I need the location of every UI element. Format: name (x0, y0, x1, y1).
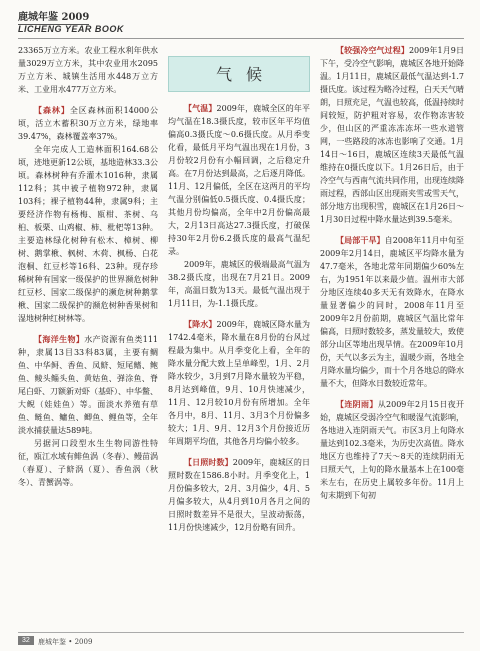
yearbook-title: 鹿城年鉴 2009 (18, 8, 89, 25)
heading-drought: 【局部干旱】 (336, 235, 385, 245)
section-title-climate: 气候 (168, 56, 310, 92)
middle-column (168, 44, 310, 624)
heading-continuous-rain: 【连阴雨】 (336, 399, 378, 409)
paragraph-sunshine: 【日照时数】2009年，鹿城区的日照时数在1586.8小时。月季变化上，1月份偏多较大，2月、3月偏少，4月、5月偏多较大，从4月到10月各月之间的日照时数差异不是很大，呈波动振荡，11月份快速减少，12月份略有回升。 (168, 457, 310, 532)
paragraph: 另据河口段型水生生物同游性特征，瓯江水域有鲱鱼涡（冬春）、鳗苗涡（春夏）、子鲚涡（夏）、香鱼涡（秋冬）、青蟹涡等。 (18, 439, 158, 487)
paragraph: 2009年，鹿城区的极端最高气温为38.2摄氏度，出现在7月21日。2009年，高温日数为13天。最低气温出现于1月11日，为-1.1摄氏度。 (168, 260, 310, 308)
footer-text: 鹿城年鉴 • 2009 (38, 638, 93, 646)
heading-forest: 【森林】 (34, 105, 70, 115)
paragraph-forest: 【森林】全区森林面积14000公顷，活立木蓄积30万立方米，绿地率39.47%，森林覆盖率37%。 (18, 105, 158, 141)
heading-sunshine: 【日照时数】 (184, 457, 233, 467)
page-footer (0, 628, 480, 651)
footer-divider (18, 632, 464, 633)
left-column (18, 44, 158, 624)
paragraph-temperature: 【气温】2009年，鹿城全区的年平均气温在18.3摄氏度，较市区年平均值偏高0.3摄氏度～0.6摄氏度。从月季变化看，最低月平均气温出现在1月份，3月份较2月份有小幅回调，之后稳定升高。在7月份达到最高，之后逐月降低。11月、12月偏低，全区在这两月的平均气温分别偏低0.5摄氏度、0.4摄氏度；其他月份均偏高，全年中2月份偏高最大，2月13日高达27.3摄氏度，打破保持30年2月份6.2摄氏度的最高气温纪录。 (168, 103, 310, 256)
heading-marine-life: 【海洋生物】 (34, 334, 85, 344)
paragraph: 23365万立方米。农业工程水利年供水量3029万立方米，其中农业用水2095万立方米、城镇生活用水448万立方米、工业用水477万立方米。 (18, 46, 158, 94)
page-header (0, 0, 480, 44)
paragraph-precipitation: 【降水】2009年，鹿城区降水量为1742.4毫米，降水量在8月份的台风过程最为集中。从月季变化上看，全年的降水量分配大致上呈单峰型，1月、2月降水较少，3月到7月降水量较为平稳，8月达到峰值，9月、10月快速减少，11月、12月较10月份有所增加。全年各月中，8月、11月、3月3个月份偏多较大；1月、9月、12月3个月份接近历年周期平均值，其他各月均偏小较多。 (168, 319, 310, 446)
paragraph: 全年完成人工造林面积164.68公顷，迹地更新12公顷，基地造林33.3公顷。森林树种有乔灌木1016种，隶属112科；其中被子植物972种，隶属103科；裸子植物44种，隶属9科；主要经济作物有杨梅、瓯柑、茶树、乌桕、板栗、山鸡椒、柿、枇杷等13种。主要造林绿化树种有松木、樟树、柳树、鹅掌楸、枫树、木荷、枫杨、白花泡桐、红豆杉等16科、23种。现存珍稀树种有国家一级保护的世界濒危树种红豆杉、国家二级保护的濒危树种鹅掌楸、国家二级保护的濒危树种香果树和湿地树种红树林等。 (18, 145, 158, 323)
paragraph-cold-wave: 【较强冷空气过程】2009年1月9日下午，受冷空气影响，鹿城区各地开始降温。1月11日，鹿城区最低气温达到-1.7摄氏度。该过程为略冷过程，白天天气晴朗，日照充足，气温也较高，低温持续时间较短，防护粗对容易，农作物冻害较少，但山区的严重冻冻冻坏一些水道管网，一些路段的冰冻也影响了交通。1月14日～16日，鹿城区连续3天最低气温维持在0摄氏度以下。1月26日后，由于冷空气与西南气流共同作用，出现连续降雨过程，西部山区出现雨夹雪或雪天气，部分地方出现积雪，鹿城区在1月26日～1月30日过程中降水量达到39.5毫米。 (320, 45, 464, 224)
right-column (320, 44, 464, 624)
paragraph-continuous-rain: 【连阴雨】从2009年2月15日夜开始，鹿城区受弱冷空气和暖湿气流影响，各地进入连阴雨天气。市区3月上旬降水量达到102.3毫米，为历史次高值。降水地区方也维持了7天～8天的连续阴雨无日照天气，上旬的降水量基本上在100毫米左右，在历史上属较多年份。11月上旬末期到下旬初 (320, 399, 464, 500)
yearbook-subtitle: LICHENG YEAR BOOK (18, 24, 124, 34)
heading-cold-wave: 【较强冷空气过程】 (336, 45, 409, 55)
page-number: 32 (18, 636, 34, 645)
header-divider (18, 38, 464, 39)
heading-precipitation: 【降水】 (184, 319, 217, 329)
heading-temperature: 【气温】 (184, 103, 217, 113)
paragraph-marine-life: 【海洋生物】水产资源有鱼类111种，隶属13目33科83属，主要有鲷鱼、中华鲟、香鱼、凤鲚、短尾鳍、鲍鱼、鲮头鲻头鱼、黄姑鱼、弹涂鱼、脊尾白虾、刀额新对虾（基虾）、中华鳖、大鲵（娃娃鱼）等。面淡水养殖有草鱼、鲢鱼、鳙鱼、鲫鱼、鲤鱼等，全年淡水捕获量达589吨。 (18, 334, 158, 435)
paragraph-drought: 【局部干旱】自2008年11月中旬至2009年2月14日，鹿城区平均降水量为47.7毫米，各地北常年同期偏少60%左右，为1951年以来最少值。温州市大部分地区连续40多天无有效降水，在降水量显著偏少的同时，2008年11月至2009年2月份前期，鹿城区气温比常年偏高，日照时数较多，蒸发量较大，致使部分山区等地出现旱情。在2009年10月份，天气以多云为主，温暖少雨，各地全月降水量均偏少，而十个月各地总的降水量不大，但降水日数较近常年。 (320, 235, 464, 388)
